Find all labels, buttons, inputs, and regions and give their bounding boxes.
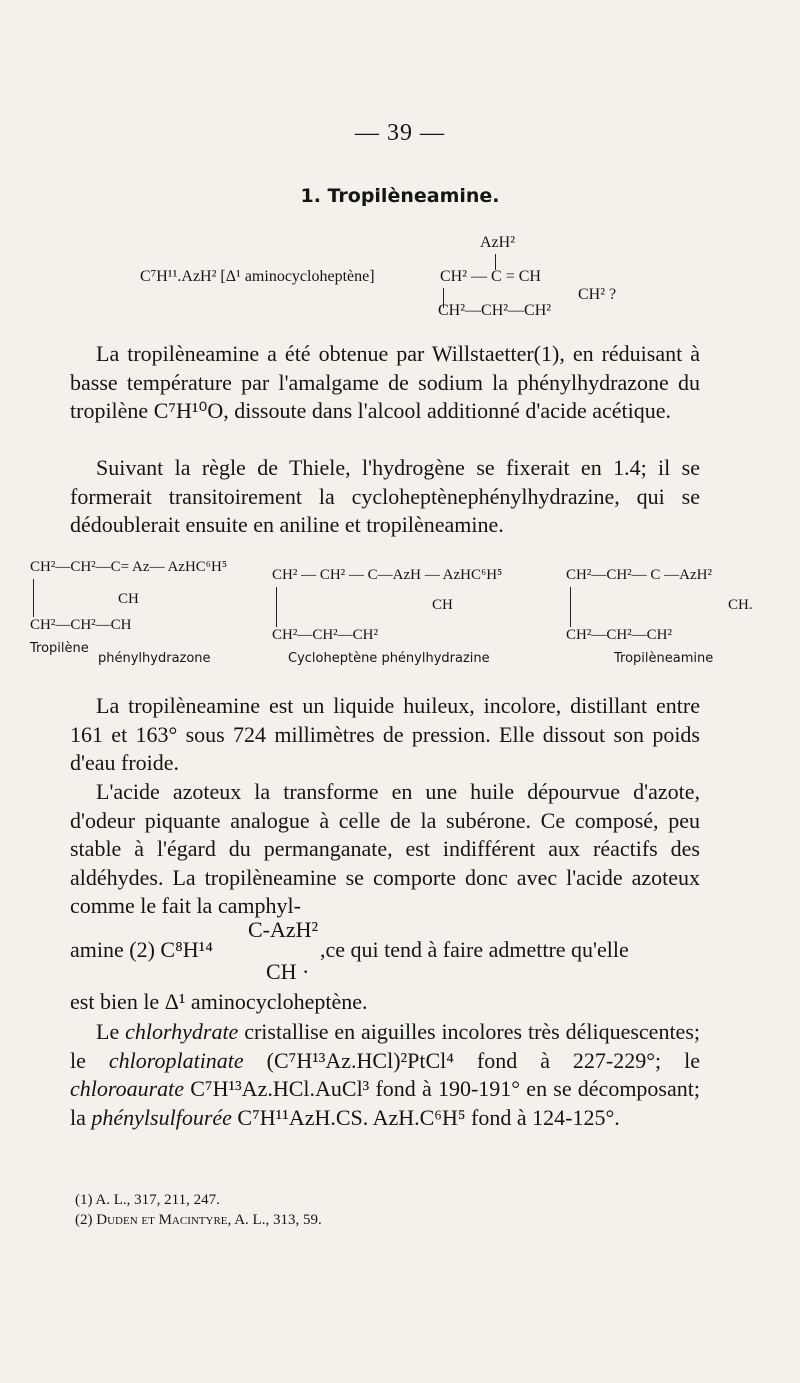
term-chloroaurate: chloroaurate xyxy=(70,1076,185,1102)
paragraph-6-text-e: C⁷H¹¹AzH.CS. AzH.C⁶H⁵ fond à 124-125°. xyxy=(231,1104,620,1130)
footnote-2-marker: (2) xyxy=(75,1212,97,1228)
formula-ring-top: CH² — C = CH xyxy=(440,268,541,285)
term-phenylsulfouree: phénylsulfourée xyxy=(91,1104,232,1130)
structure-2-top: CH² — CH² — C—AzH — AzHC⁶H⁵ xyxy=(272,567,503,583)
structure-1-caption-a: Tropilène xyxy=(30,641,89,656)
formula-ring-bottom: CH²—CH²—CH² xyxy=(438,302,552,319)
paragraph-6-text-c: (C⁷H¹³Az.HCl)²PtCl⁴ fond à 227-229°; le xyxy=(243,1047,700,1073)
structure-3-caption: Tropilèneamine xyxy=(614,651,714,666)
formula-name: C⁷H¹¹.AzH² [Δ¹ aminocycloheptène] xyxy=(140,268,375,285)
structure-1-caption-b: phénylhydrazone xyxy=(98,651,211,666)
structure-1-mid: CH xyxy=(118,591,139,607)
paragraph-3: La tropilèneamine est un liquide huileux, incolore, distillant entre 161 et 163° sous 724 millimètres de pression. Elle dissout son poids d'eau froide. xyxy=(70,693,700,776)
bond-line xyxy=(276,587,277,627)
reaction-scheme xyxy=(0,555,800,675)
paragraph-6-text-d: C⁷H¹³Az.HCl.AuCl³ fond à 190-191° en se décomposant; la xyxy=(70,1076,700,1130)
structure-2-bottom: CH²—CH²—CH² xyxy=(272,627,379,643)
structure-1-top: CH²—CH²—C= Az— AzHC⁶H⁵ xyxy=(30,559,228,575)
structure-3-top: CH²—CH²— C —AzH² xyxy=(566,567,712,583)
paragraph-1: La tropilèneamine a été obtenue par Willstaetter(1), en réduisant à basse température par l'amalgame de sodium la phénylhydrazone du tropilène C⁷H¹⁰O, dissoute dans l'alcool additionné d'acide acétique. xyxy=(70,341,700,424)
page-number: — 39 — xyxy=(355,120,445,146)
formula-substituent: AzH² xyxy=(480,234,516,251)
footnote-2-authors: Duden et Macintyre xyxy=(96,1212,228,1228)
paragraph-6 xyxy=(70,1018,700,1132)
structure-2-caption: Cycloheptène phénylhydrazine xyxy=(288,651,490,666)
camphylamine-formula xyxy=(70,915,730,990)
footnote-2 xyxy=(75,1210,675,1230)
structure-3-mid: CH. xyxy=(728,597,753,613)
bond-line xyxy=(33,579,34,617)
footnote-1: (1) A. L., 317, 211, 247. xyxy=(75,1192,220,1208)
paragraph-5: est bien le Δ¹ aminocycloheptène. xyxy=(70,989,368,1014)
camphylamine-rest: ,ce qui tend à faire admettre qu'elle xyxy=(320,937,629,962)
structure-3-bottom: CH²—CH²—CH² xyxy=(566,627,673,643)
bond-line xyxy=(570,587,571,627)
camphylamine-word: amine (2) C⁸H¹⁴ xyxy=(70,937,213,962)
footnotes xyxy=(75,1190,675,1230)
section-title: 1. Tropilèneamine. xyxy=(300,185,500,207)
structure-1-bottom: CH²—CH²—CH xyxy=(30,617,132,633)
footnote-2-reference: , A. L., 313, 59. xyxy=(227,1212,322,1228)
paragraph-6-text-a: Le xyxy=(96,1019,126,1044)
camphylamine-upper: C-AzH² xyxy=(248,917,319,942)
camphylamine-lower: CH · xyxy=(266,959,310,984)
paragraph-2: Suivant la règle de Thiele, l'hydrogène se fixerait en 1.4; il se formerait transitoirement la cycloheptènephénylhydrazine, qui se dédoublerait ensuite en aniline et tropilèneamine. xyxy=(70,455,700,538)
term-chlorhydrate: chlorhydrate xyxy=(125,1019,239,1044)
structural-formula xyxy=(0,228,800,328)
term-chloroplatinate: chloroplatinate xyxy=(108,1047,244,1073)
structure-2-mid: CH xyxy=(432,597,453,613)
formula-ring-right: CH² ? xyxy=(578,286,617,303)
paragraph-4: L'acide azoteux la transforme en une huile dépourvue d'azote, d'odeur piquante analogue à celle de la subérone. Ce composé, peu stable à l'égard du permanganate, est indifférent aux réactifs des aldéhydes. La tropilèneamine se comporte donc avec l'acide azoteux comme le fait la camphyl- xyxy=(70,779,700,919)
paragraph-6-text-b: cristallise en aiguilles incolores très déliquescentes; le xyxy=(70,1019,700,1073)
